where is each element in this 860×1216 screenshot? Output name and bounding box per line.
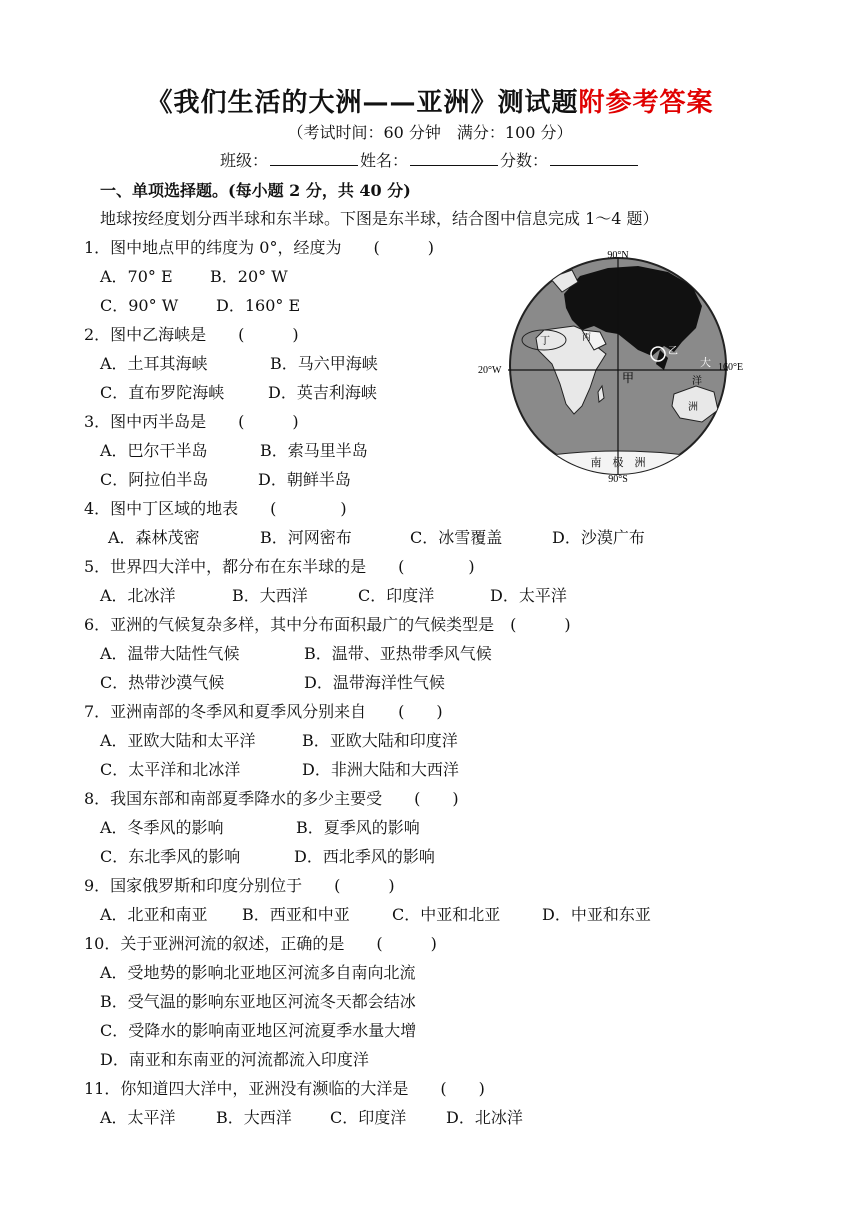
label-yi: 乙: [668, 346, 678, 357]
name-blank[interactable]: [410, 151, 498, 166]
option: A．土耳其海峡: [100, 354, 208, 373]
west-longitude-label: 20°W: [478, 365, 502, 376]
option: A．亚欧大陆和太平洋: [100, 731, 256, 750]
north-pole-label: 90°N: [607, 250, 629, 261]
question-stem: 10．关于亚洲河流的叙述，正确的是 ( ): [84, 934, 437, 953]
option: D．朝鲜半岛: [258, 470, 351, 489]
option: B．西亚和中亚: [242, 905, 350, 924]
question-stem: 8．我国东部和南部夏季降水的多少主要受 ( ): [84, 789, 459, 808]
option: C．阿拉伯半岛: [100, 470, 209, 489]
question-stem: 1．图中地点甲的纬度为 0°，经度为 ( ): [84, 238, 434, 257]
option: D．非洲大陆和大西洋: [302, 760, 459, 779]
label-zhou: 洲: [688, 402, 698, 413]
class-label: 班级：: [219, 151, 268, 170]
option: C．90° W: [100, 296, 179, 315]
title-main: 《我们生活的大洲——亚洲》测试题: [146, 88, 579, 118]
option: C．印度洋: [330, 1108, 407, 1127]
option: A．温带大陆性气候: [100, 644, 240, 663]
label-antarctica: 南 极 洲: [590, 456, 646, 469]
question-stem: 6．亚洲的气候复杂多样，其中分布面积最广的气候类型是 ( ): [84, 615, 571, 634]
option: C．受降水的影响南亚地区河流夏季水量大增: [100, 1021, 417, 1040]
option: C．中亚和北亚: [392, 905, 501, 924]
section-intro: 地球按经度划分西半球和东半球。下图是东半球，结合图中信息完成 1～4 题）: [100, 209, 659, 228]
score-label: 分数：: [500, 151, 549, 170]
option: B．大西洋: [232, 586, 308, 605]
option: D．南亚和东南亚的河流都流入印度洋: [100, 1050, 369, 1069]
option: B．20° W: [210, 267, 288, 286]
option: B．亚欧大陆和印度洋: [302, 731, 458, 750]
option: D．太平洋: [490, 586, 567, 605]
page-title: [0, 82, 860, 119]
label-ding: 丁: [540, 336, 550, 347]
question-stem: 3．图中丙半岛是 ( ): [84, 412, 299, 431]
name-label: 姓名：: [359, 151, 408, 170]
option: C．印度洋: [358, 586, 435, 605]
question-stem: 9．国家俄罗斯和印度分别位于 ( ): [84, 876, 395, 895]
option: B．索马里半岛: [260, 441, 368, 460]
option: C．太平洋和北冰洋: [100, 760, 241, 779]
exam-time-info: （考试时间：60 分钟 满分：100 分）: [287, 123, 573, 142]
question-stem: 2．图中乙海峡是 ( ): [84, 325, 299, 344]
option: B．大西洋: [216, 1108, 292, 1127]
option: C．冰雪覆盖: [410, 528, 503, 547]
option: C．东北季风的影响: [100, 847, 241, 866]
option: A．受地势的影响北亚地区河流多自南向北流: [100, 963, 416, 982]
option: B．夏季风的影响: [296, 818, 420, 837]
option: D．英吉利海峡: [268, 383, 377, 402]
option: B．马六甲海峡: [270, 354, 378, 373]
option: A．巴尔干半岛: [100, 441, 208, 460]
option: A．北亚和南亚: [100, 905, 208, 924]
eastern-hemisphere-map: [478, 246, 760, 486]
score-blank[interactable]: [550, 151, 638, 166]
option: C．直布罗陀海峡: [100, 383, 225, 402]
option: D．中亚和东亚: [542, 905, 651, 924]
east-longitude-label: 160°E: [718, 362, 744, 373]
question-stem: 11．你知道四大洋中，亚洲没有濒临的大洋是 ( ): [84, 1079, 485, 1098]
option: A．北冰洋: [100, 586, 176, 605]
option: B．温带、亚热带季风气候: [304, 644, 492, 663]
option: A．冬季风的影响: [100, 818, 224, 837]
option: D．北冰洋: [446, 1108, 523, 1127]
question-stem: 5．世界四大洋中，都分布在东半球的是 ( ): [84, 557, 475, 576]
student-info-line: [0, 148, 860, 171]
label-da: 大: [700, 356, 711, 369]
label-bing: 丙: [582, 333, 592, 343]
option: A．太平洋: [100, 1108, 176, 1127]
south-pole-label: 90°S: [608, 474, 628, 485]
option: B．河网密布: [260, 528, 352, 547]
label-jia: 甲: [622, 371, 635, 385]
option: D．沙漠广布: [552, 528, 645, 547]
option: B．受气温的影响东亚地区河流冬天都会结冰: [100, 992, 416, 1011]
label-yang: 洋: [692, 376, 702, 387]
option: D．160° E: [216, 296, 301, 315]
title-answer-note: 附参考答案: [578, 88, 714, 118]
option: A．森林茂密: [108, 528, 200, 547]
question-stem: 4．图中丁区域的地表 ( ): [84, 499, 347, 518]
question-stem: 7．亚洲南部的冬季风和夏季风分别来自 ( ): [84, 702, 443, 721]
option: C．热带沙漠气候: [100, 673, 225, 692]
section-heading: 一、单项选择题。(每小题 2 分，共 40 分): [100, 181, 411, 200]
option: A．70° E: [100, 267, 173, 286]
option: D．温带海洋性气候: [304, 673, 445, 692]
class-blank[interactable]: [270, 151, 358, 166]
option: D．西北季风的影响: [294, 847, 435, 866]
